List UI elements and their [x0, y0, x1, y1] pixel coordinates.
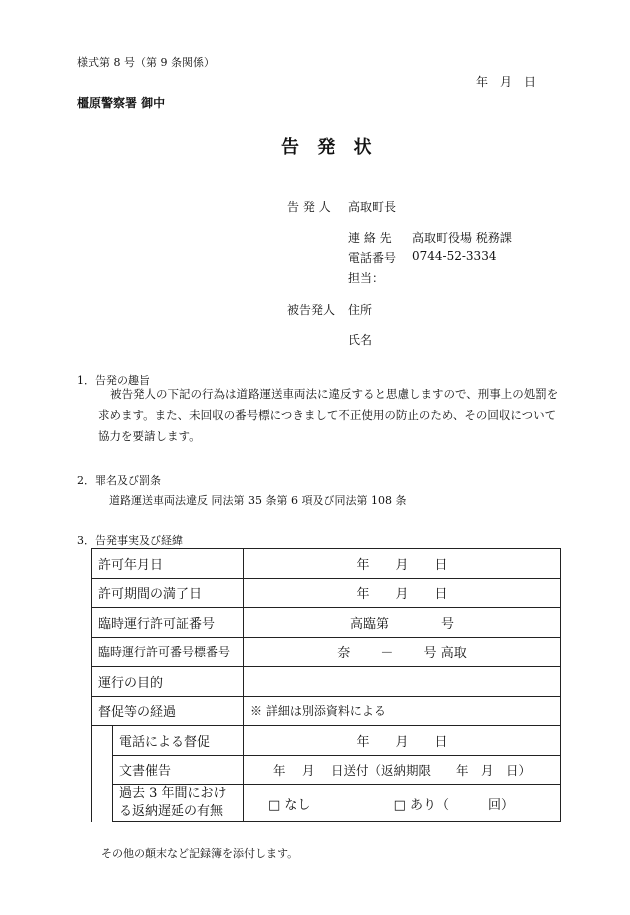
- person-in-charge-label: 担当：: [348, 271, 385, 285]
- page-title: 告 発 状: [281, 137, 378, 158]
- phone-reminder-label: 電話による督促: [113, 726, 244, 756]
- section-heading-1: 1．告発の趣旨: [77, 374, 150, 387]
- accuser-label: 告 発 人: [287, 200, 331, 214]
- table-row: [92, 696, 561, 726]
- past-delay-none: □ なし: [268, 797, 311, 813]
- phone-label: 電話番号: [348, 251, 397, 265]
- phone-value: 0744-52-3334: [412, 249, 497, 263]
- table-row: [92, 637, 561, 667]
- accused-address-label: 住所: [348, 303, 373, 317]
- reminder-history-value: ※ 詳細は別添資料による: [244, 696, 561, 726]
- section-body-2: 道路運送車両法違反 同法第 35 条第 6 項及び同法第 108 条: [109, 494, 407, 507]
- table-row: [92, 667, 561, 697]
- table-row: [92, 755, 561, 785]
- table-row: [92, 726, 561, 756]
- section-body-1: 被告発人の下記の行為は道路運送車両法に違反すると思慮しますので、刑事上の処罰を求めます。また、未回収の番号標につきまして不正使用の防止のため、その回収について協力を要請します。: [98, 387, 559, 443]
- section-heading-2: 2．罪名及び罰条: [77, 474, 161, 487]
- accuser-name: 高取町長: [348, 200, 397, 214]
- date-line: 年 月 日: [476, 75, 537, 89]
- form-number: 様式第 8 号（第 9 条関係）: [77, 56, 215, 69]
- permit-date-value: 年 月 日: [244, 549, 561, 579]
- reminder-history-label: 督促等の経過: [92, 696, 244, 726]
- plate-number-label: 臨時運行許可番号標番号: [92, 637, 244, 667]
- permit-expiry-label: 許可期間の満了日: [92, 578, 244, 608]
- permit-date-label: 許可年月日: [92, 549, 244, 579]
- permit-number-label: 臨時運行許可証番号: [92, 608, 244, 638]
- table-row: [92, 785, 561, 822]
- past-delay-options: [244, 785, 561, 822]
- permit-expiry-value: 年 月 日: [244, 578, 561, 608]
- purpose-label: 運行の目的: [92, 667, 244, 697]
- contact-label: 連 絡 先: [348, 231, 392, 245]
- accused-label: 被告発人: [287, 303, 336, 317]
- table-row: [92, 608, 561, 638]
- written-notice-value: 年 月 日送付（返納期限 年 月 日）: [244, 755, 561, 785]
- plate-number-value: 奈 － 号 高取: [244, 637, 561, 667]
- past-delay-label: 過去 3 年間における返納遅延の有無: [113, 785, 244, 822]
- accused-name-label: 氏名: [348, 333, 373, 347]
- contact-value: 高取町役場 税務課: [412, 231, 512, 245]
- facts-table: [91, 548, 561, 822]
- table-row: [92, 578, 561, 608]
- table-indent-gutter: [92, 726, 113, 822]
- past-delay-yes: □ あり（ 回）: [393, 797, 514, 813]
- purpose-value: [244, 667, 561, 697]
- phone-reminder-value: 年 月 日: [244, 726, 561, 756]
- permit-number-value: 高臨第 号: [244, 608, 561, 638]
- section-heading-3: 3．告発事実及び経緯: [77, 534, 183, 547]
- table-row: [92, 549, 561, 579]
- addressee: 橿原警察署 御中: [77, 96, 166, 110]
- written-notice-label: 文書催告: [113, 755, 244, 785]
- footer-note: その他の顛末など記録簿を添付します。: [101, 847, 299, 860]
